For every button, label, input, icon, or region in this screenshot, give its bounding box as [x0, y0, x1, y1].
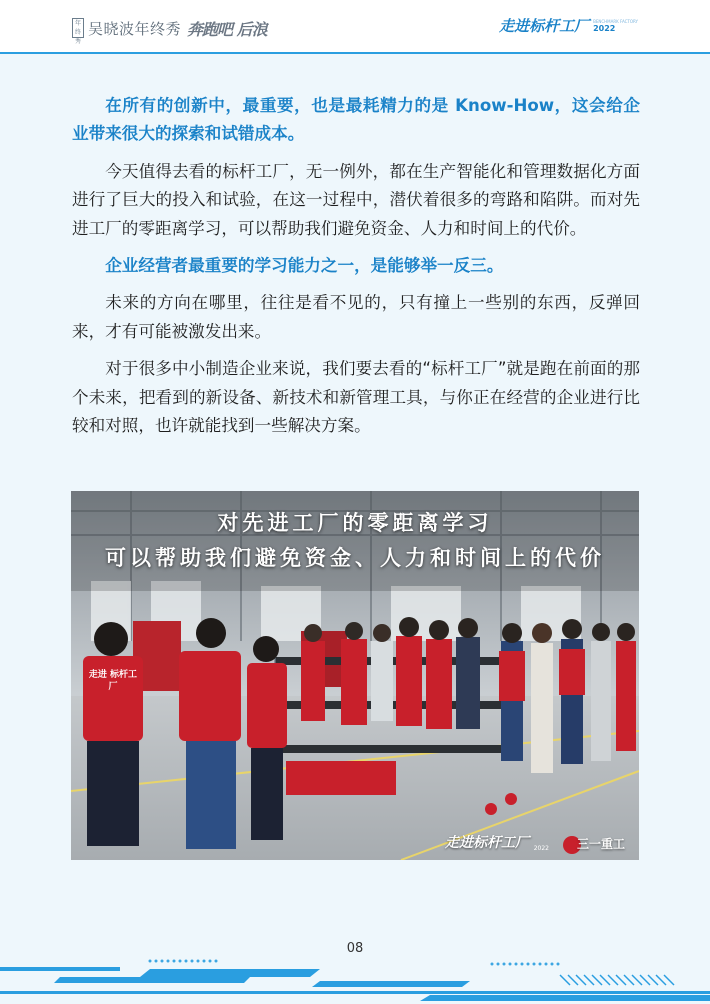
footer-decoration [0, 955, 710, 1004]
brand-logo [72, 16, 267, 45]
brand-name: 吴晓波年终秀 [88, 19, 182, 38]
vest-print-text: 走进 标杆工厂 [88, 670, 138, 692]
body-paragraph: 未来的方向在哪里，往往是看不见的，只有撞上一些别的东西，反弹回来，才有可能被激发出来。 [72, 293, 640, 341]
page-number: 08 [346, 941, 364, 956]
brand-script-logo: 奔跑吧 后浪 [187, 19, 267, 39]
watermark-series-title: 走进标杆工厂 [445, 835, 529, 851]
watermark-year: 2022 [533, 845, 549, 852]
highlight-paragraph: 企业经营者最重要的学习能力之一，是能够举一反三。 [105, 256, 504, 276]
year-end-show-badge: 年终秀 [72, 18, 84, 38]
series-title: 走进标杆工厂 [499, 17, 590, 35]
watermark-company-name: 三一重工 [576, 837, 625, 851]
body-paragraph: 今天值得去看的标杆工厂，无一例外，都在生产智能化和管理数据化方面进行了巨大的投入和试验，在这一过程中，潜伏着很多的弯路和陷阱。而对先进工厂的零距离学习，可以帮助我们避免资金、人力和时间上的代价。 [72, 161, 640, 238]
highlight-paragraph: 在所有的创新中，最重要，也是最耗精力的是 Know-How，这会给企业带来很大的探索和试错成本。 [72, 96, 640, 144]
factory-visit-photo [71, 491, 639, 860]
series-year: 2022 [593, 23, 616, 33]
body-paragraph: 对于很多中小制造企业来说，我们要去看的“标杆工厂”就是跑在前面的那个未来，把看到的新设备、新技术和新管理工具，与你正在经营的企业进行比较和对照，也许就能找到一些解决方案。 [72, 359, 640, 436]
photo-caption-line-1: 对先进工厂的零距离学习 [217, 510, 493, 535]
article-body [72, 92, 640, 440]
series-english: BENCHMARK FACTORY [593, 18, 638, 24]
series-logo [499, 15, 638, 36]
page-header [0, 0, 710, 54]
photo-caption-line-2: 可以帮助我们避免资金、人力和时间上的代价 [105, 545, 605, 570]
